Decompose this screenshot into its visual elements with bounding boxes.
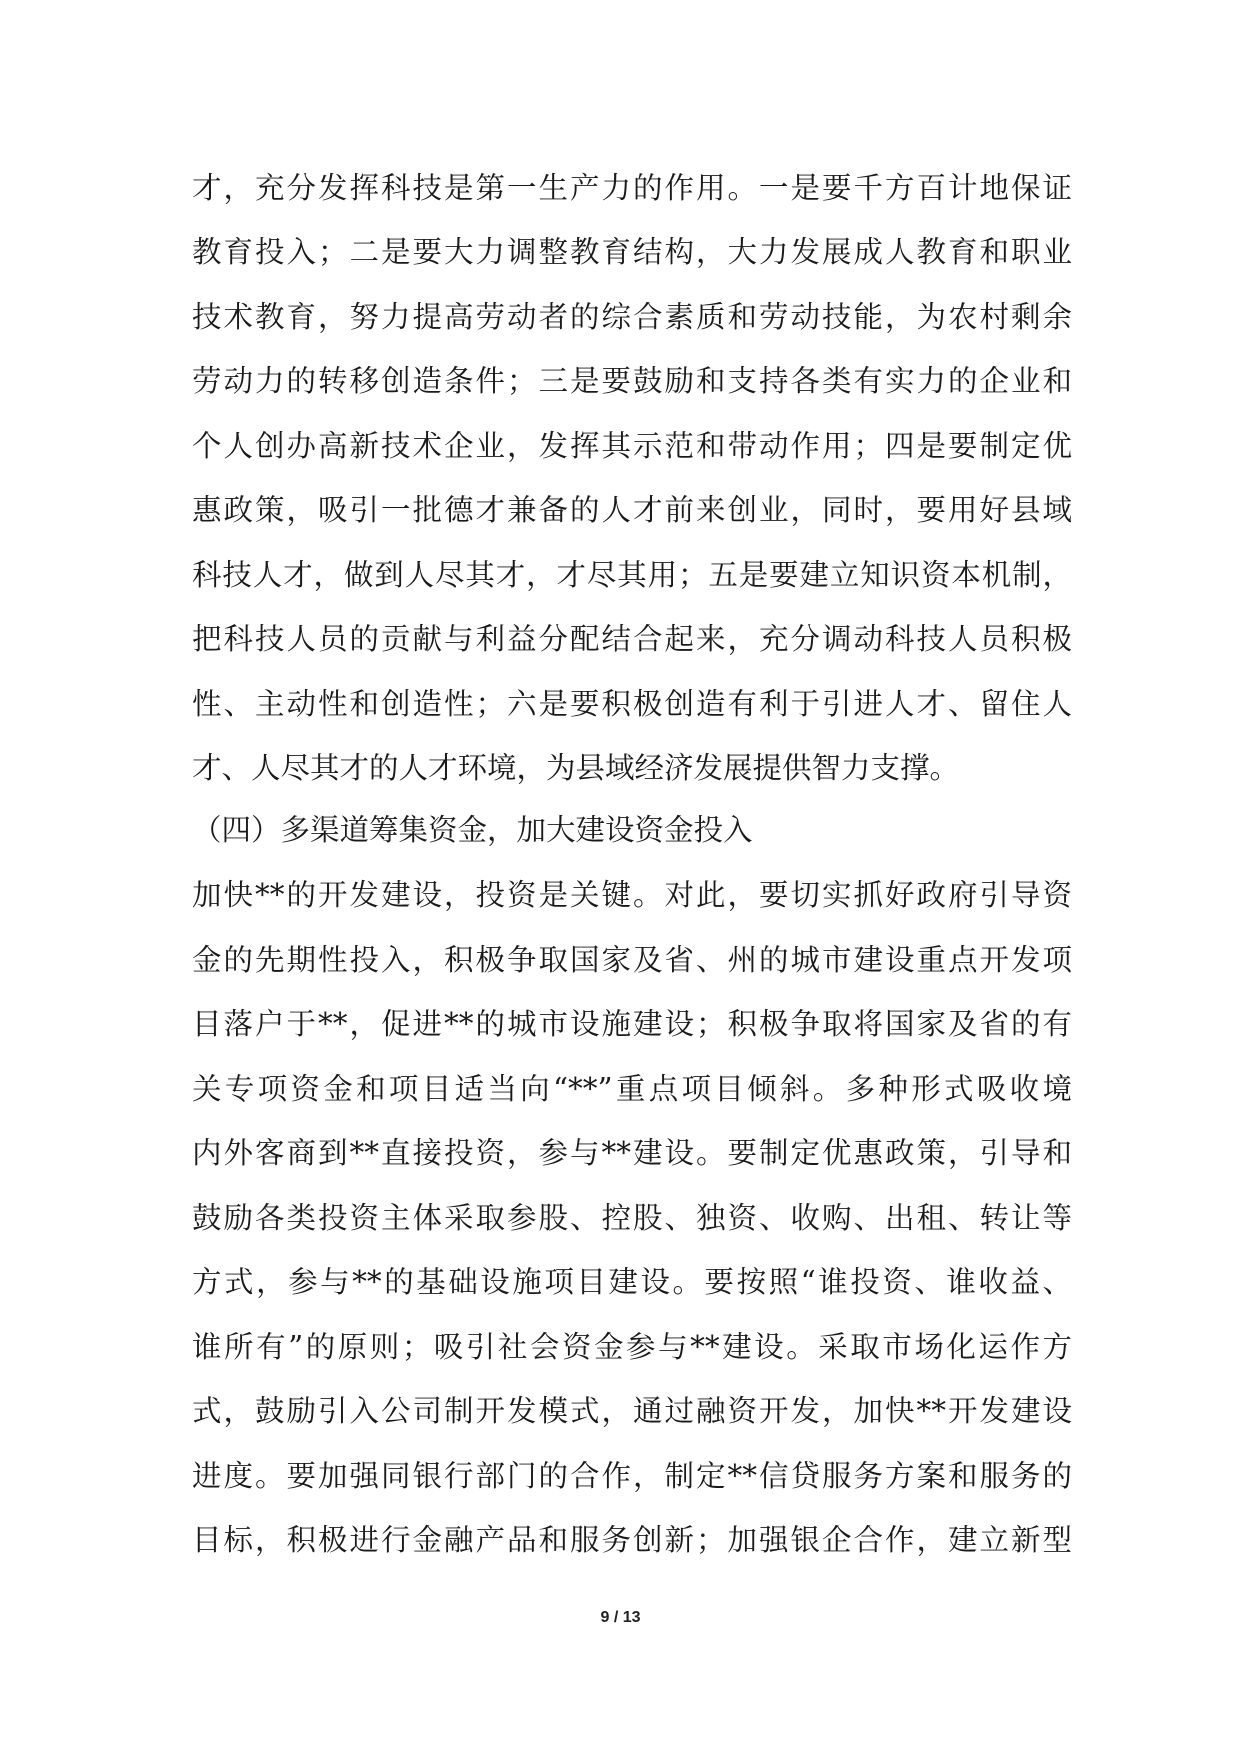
body-line: 式，鼓励引入公司制开发模式，通过融资开发，加快**开发建设 [192, 1394, 1072, 1428]
body-line: 才、人尽其才的人才环境，为县域经济发展提供智力支撑。 [192, 751, 960, 785]
body-line: 谁所有”的原则；吸引社会资金参与**建设。采取市场化运作方 [192, 1330, 1072, 1364]
body-line: 把科技人员的贡献与利益分配结合起来，充分调动科技人员积极 [192, 622, 1072, 656]
body-line: 目标，积极进行金融产品和服务创新；加强银企合作，建立新型 [192, 1523, 1072, 1557]
body-line: 劳动力的转移创造条件；三是要鼓励和支持各类有实力的企业和 [192, 364, 1072, 398]
body-line: 惠政策，吸引一批德才兼备的人才前来创业，同时，要用好县域 [192, 493, 1072, 527]
body-line: 才，充分发挥科技是第一生产力的作用。一是要千方百计地保证 [192, 171, 1072, 205]
body-line: 科技人才，做到人尽其才，才尽其用；五是要建立知识资本机制， [192, 558, 1072, 592]
body-line: 技术教育，努力提高劳动者的综合素质和劳动技能，为农村剩余 [192, 300, 1072, 334]
body-line: 个人创办高新技术企业，发挥其示范和带动作用；四是要制定优 [192, 429, 1072, 463]
body-line: 方式，参与**的基础设施项目建设。要按照“谁投资、谁收益、 [192, 1265, 1072, 1299]
body-line: 目落户于**，促进**的城市设施建设；积极争取将国家及省的有 [192, 1007, 1072, 1041]
page-number: 9 / 13 [600, 1609, 641, 1626]
body-line: 内外客商到**直接投资，参与**建设。要制定优惠政策，引导和 [192, 1136, 1072, 1170]
section-heading: （四）多渠道筹集资金，加大建设资金投入 [192, 813, 753, 847]
body-line: 性、主动性和创造性；六是要积极创造有利于引进人才、留住人 [192, 687, 1072, 721]
body-line: 关专项资金和项目适当向“**”重点项目倾斜。多种形式吸收境 [192, 1072, 1072, 1106]
body-line: 金的先期性投入，积极争取国家及省、州的城市建设重点开发项 [192, 943, 1072, 977]
body-line: 进度。要加强同银行部门的合作，制定**信贷服务方案和服务的 [192, 1459, 1072, 1493]
body-line: 加快**的开发建设，投资是关键。对此，要切实抓好政府引导资 [192, 878, 1072, 912]
body-line: 教育投入；二是要大力调整教育结构，大力发展成人教育和职业 [192, 235, 1072, 269]
body-line: 鼓励各类投资主体采取参股、控股、独资、收购、出租、转让等 [192, 1201, 1072, 1235]
